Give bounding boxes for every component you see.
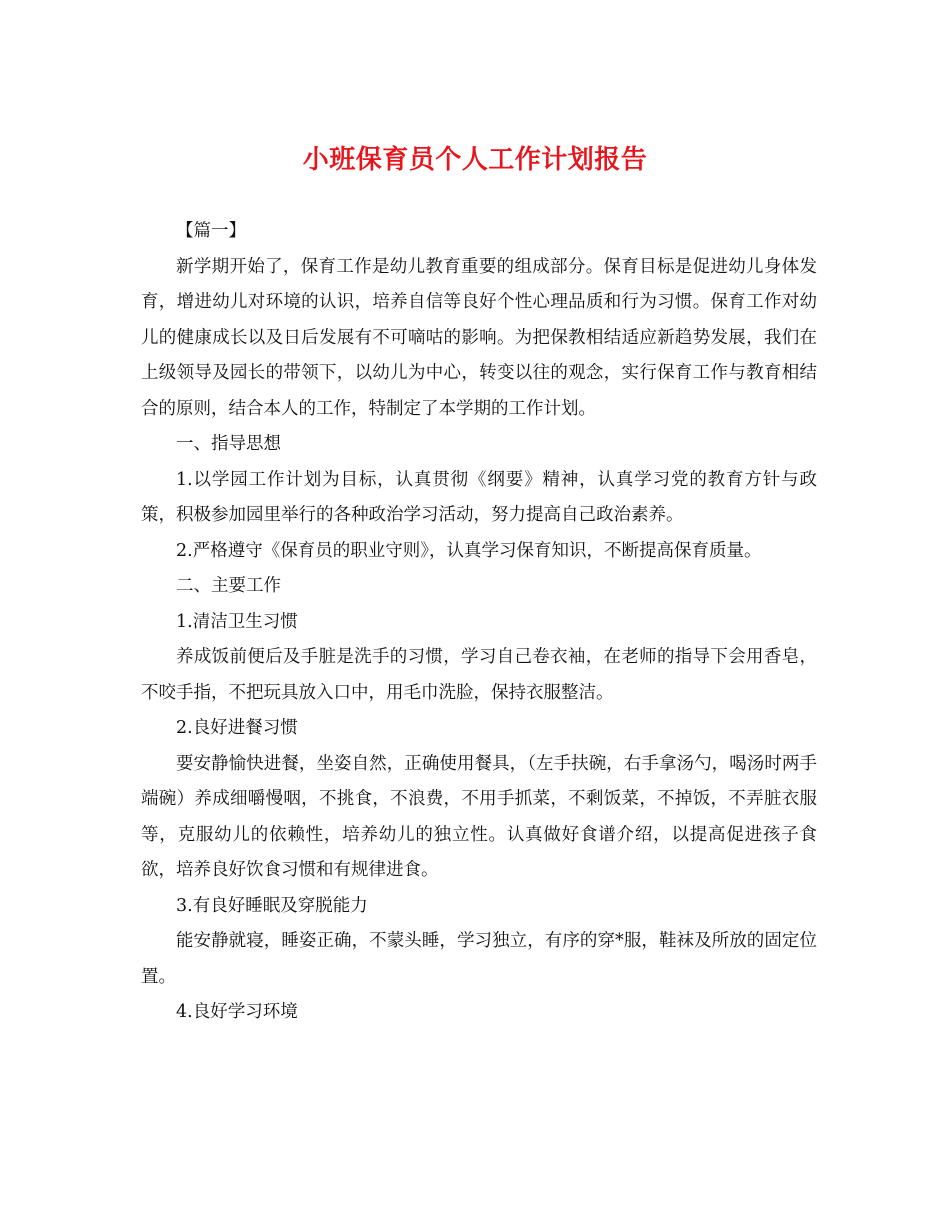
subheading-sleep: 3.有良好睡眠及穿脱能力 [176,895,368,916]
heading-main-work: 二、主要工作 [176,576,281,596]
sleep-paragraph: 能安静就寝，睡姿正确，不蒙头睡，学习独立，有序的穿*服，鞋袜及所放的固定位置。 [141,931,817,987]
hygiene-paragraph: 养成饭前便后及手脏是洗手的习惯，学习自己卷衣袖，在老师的指导下会用香皂，不咬手指，不把玩具放入口中，用毛巾洗脸，保持衣服整洁。 [141,647,817,703]
dining-paragraph: 要安静愉快进餐，坐姿自然，正确使用餐具，（左手扶碗，右手拿汤勺，喝汤时两手端碗）养成细嚼慢咽，不挑食，不浪费，不用手抓菜，不剩饭菜，不掉饭，不弄脏衣服等，克服幼儿的依赖性，培养幼儿的独立性。认真做好食谱介绍，以提高促进孩子食欲，培养良好饮食习惯和有规律进食。 [141,753,817,880]
document-body [141,214,817,1031]
intro-paragraph: 新学期开始了，保育工作是幼儿教育重要的组成部分。保育目标是促进幼儿身体发育，增进幼儿对环境的认识，培养自信等良好个性心理品质和行为习惯。保育工作对幼儿的健康成长以及日后发展有不可嘀咕的影响。为把保教相结适应新趋势发展，我们在上级领导及园长的带领下，以幼儿为中心，转变以往的观念，实行保育工作与教育相结合的原则，结合本人的工作，特制定了本学期的工作计划。 [141,256,817,419]
subheading-learning-environment: 4.良好学习环境 [176,1002,298,1022]
heading-guiding-thought: 一、指导思想 [176,434,281,454]
document-title: 小班保育员个人工作计划报告 [302,145,648,175]
guiding-item-2: 2.严格遵守《保育员的职业守则》，认真学习保育知识，不断提高保育质量。 [176,540,762,561]
subheading-dining: 2.良好进餐习惯 [176,718,298,738]
subheading-hygiene: 1.清洁卫生习惯 [176,611,298,632]
section-label: 【篇一】 [176,221,246,241]
guiding-item-1: 1.以学园工作计划为目标，认真贯彻《纲要》精神，认真学习党的教育方针与政策，积极参加园里举行的各种政治学习活动，努力提高自己政治素养。 [141,469,817,525]
